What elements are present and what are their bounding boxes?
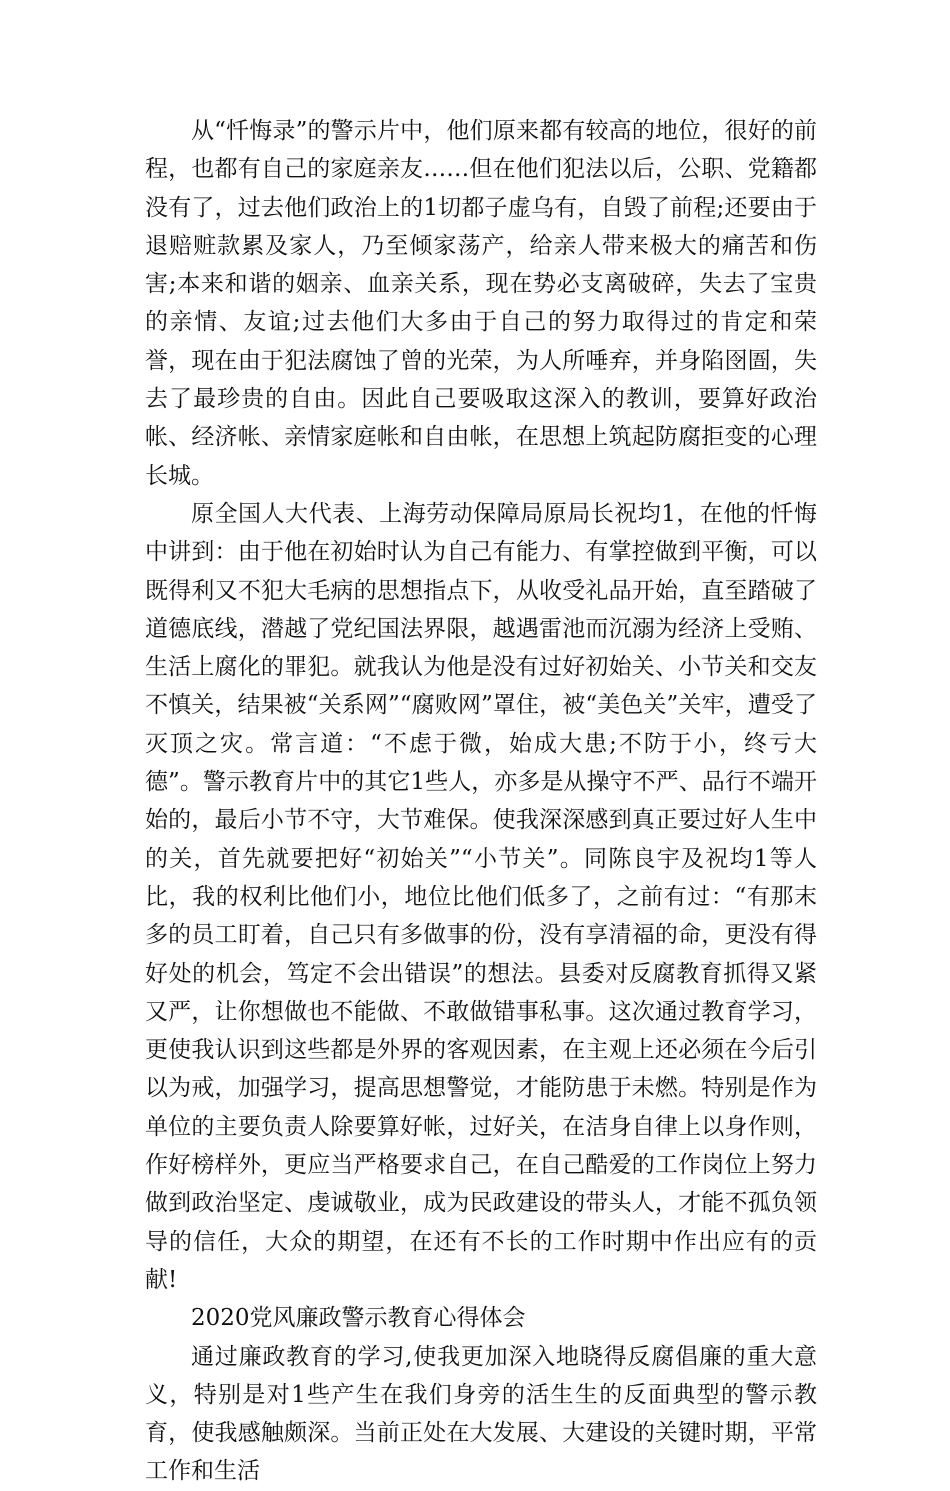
body-paragraph-3: 通过廉政教育的学习,使我更加深入地晓得反腐倡廉的重大意义，特别是对1些产生在我们身旁的活生生的反面典型的警示教育，使我感触颇深。当前正处在大发展、大建设的关键时期，平常工作和生活 (145, 1343, 817, 1485)
document-body (145, 112, 817, 1491)
body-paragraph-2: 原全国人大代表、上海劳动保障局原局长祝均1，在他的忏悔中讲到：由于他在初始时认为自己有能力、有掌控做到平衡，可以既得利又不犯大毛病的思想指点下，从收受礼品开始，直至踏破了道德底线，潜越了党纪国法界限，越遇雷池而沉溺为经济上受贿、生活上腐化的罪犯。就我认为他是没有过好初始关、小节关和交友不慎关，结果被“关系网”“腐败网”罩住，被“美色关”关牢，遭受了灭顶之灾。常言道：“不虑于微，始成大患;不防于小，终亏大德”。警示教育片中的其它1些人，亦多是从操守不严、品行不端开始的，最后小节不守，大节难保。使我深深感到真正要过好人生中的关，首先就要把好“初始关”“小节关”。同陈良宇及祝均1等人比，我的权利比他们小，地位比他们低多了，之前有过：“有那末多的员工盯着，自己只有多做事的份，没有享清福的命，更没有得好处的机会，笃定不会出错误”的想法。县委对反腐教育抓得又紧又严，让你想做也不能做、不敢做错事私事。这次通过教育学习，更使我认识到这些都是外界的客观因素，在主观上还必须在今后引以为戒，加强学习，提高思想警觉，才能防患于未燃。特别是作为单位的主要负责人除要算好帐，过好关，在洁身自律上以身作则，作好榜样外，更应当严格要求自己，在自己酷爱的工作岗位上努力做到政治坚定、虔诚敬业，成为民政建设的带头人，才能不孤负领导的信任，大众的期望，在还有不长的工作时期中作出应有的贡献! (145, 500, 817, 1293)
body-paragraph-1: 从“忏悔录”的警示片中，他们原来都有较高的地位，很好的前程，也都有自己的家庭亲友……但在他们犯法以后，公职、党籍都没有了，过去他们政治上的1切都子虚乌有，自毁了前程;还要由于退赔赃款累及家人，乃至倾家荡产，给亲人带来极大的痛苦和伤害;本来和谐的姻亲、血亲关系，现在势必支离破碎，失去了宝贵的亲情、友谊;过去他们大多由于自己的努力取得过的肯定和荣誉，现在由于犯法腐蚀了曾的光荣，为人所唾弃，并身陷囹圄，失去了最珍贵的自由。因此自己要吸取这深入的教训，要算好政治帐、经济帐、亲情家庭帐和自由帐，在思想上筑起防腐拒变的心理长城。 (145, 118, 817, 489)
section-title: 2020党风廉政警示教育心得体会 (191, 1305, 526, 1332)
